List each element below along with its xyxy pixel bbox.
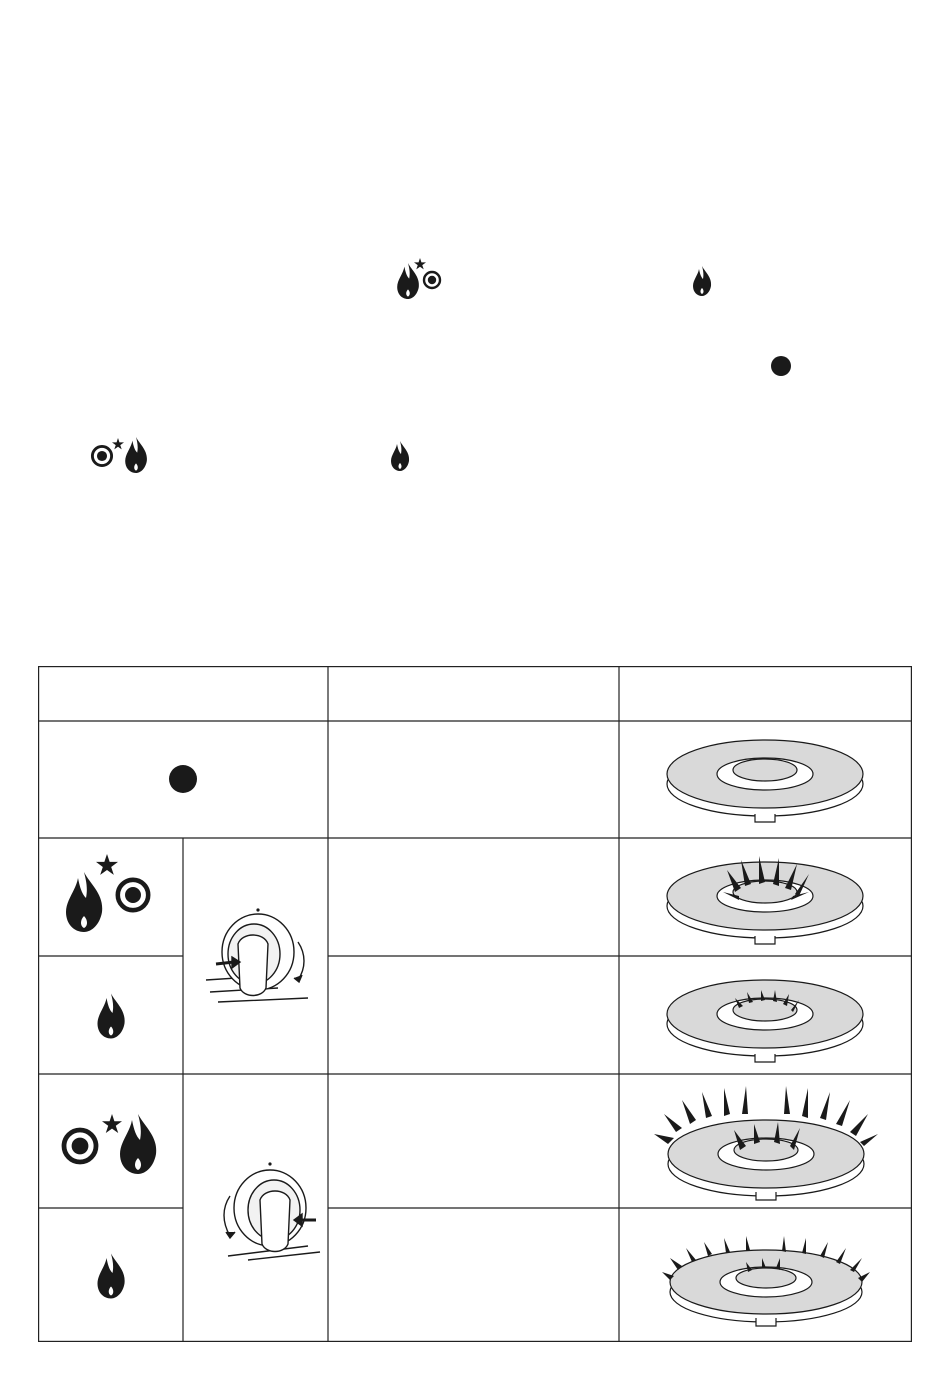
full-star-flame-icon [60,1104,160,1180]
flame-small-icon [96,990,126,1042]
description-full-max [338,1084,608,1194]
header-cell-description [328,666,619,721]
knob-counterclockwise-illustration [208,1156,328,1266]
burner-settings-table [38,666,912,1342]
description-off [338,731,608,831]
flame-star-full-icon [396,258,446,300]
flame-small-icon [692,264,712,298]
off-dot-icon [770,355,792,377]
burner-inner-min-illustration [663,970,867,1064]
burner-off-illustration [663,734,867,824]
flame-small-icon [390,438,410,474]
burner-full-max-illustration [654,1080,878,1204]
description-inner-min [338,966,608,1066]
off-dot-icon [168,764,198,794]
burner-inner-max-illustration [663,852,867,946]
flame-star-full-icon [64,854,156,936]
burner-full-min-illustration [658,1222,874,1330]
full-star-flame-icon [90,432,150,476]
description-inner-max [338,848,608,948]
description-full-min [338,1218,608,1328]
knob-clockwise-illustration [198,902,328,1012]
header-cell-position [38,666,328,721]
flame-small-icon [96,1250,126,1302]
header-cell-flame [619,666,912,721]
